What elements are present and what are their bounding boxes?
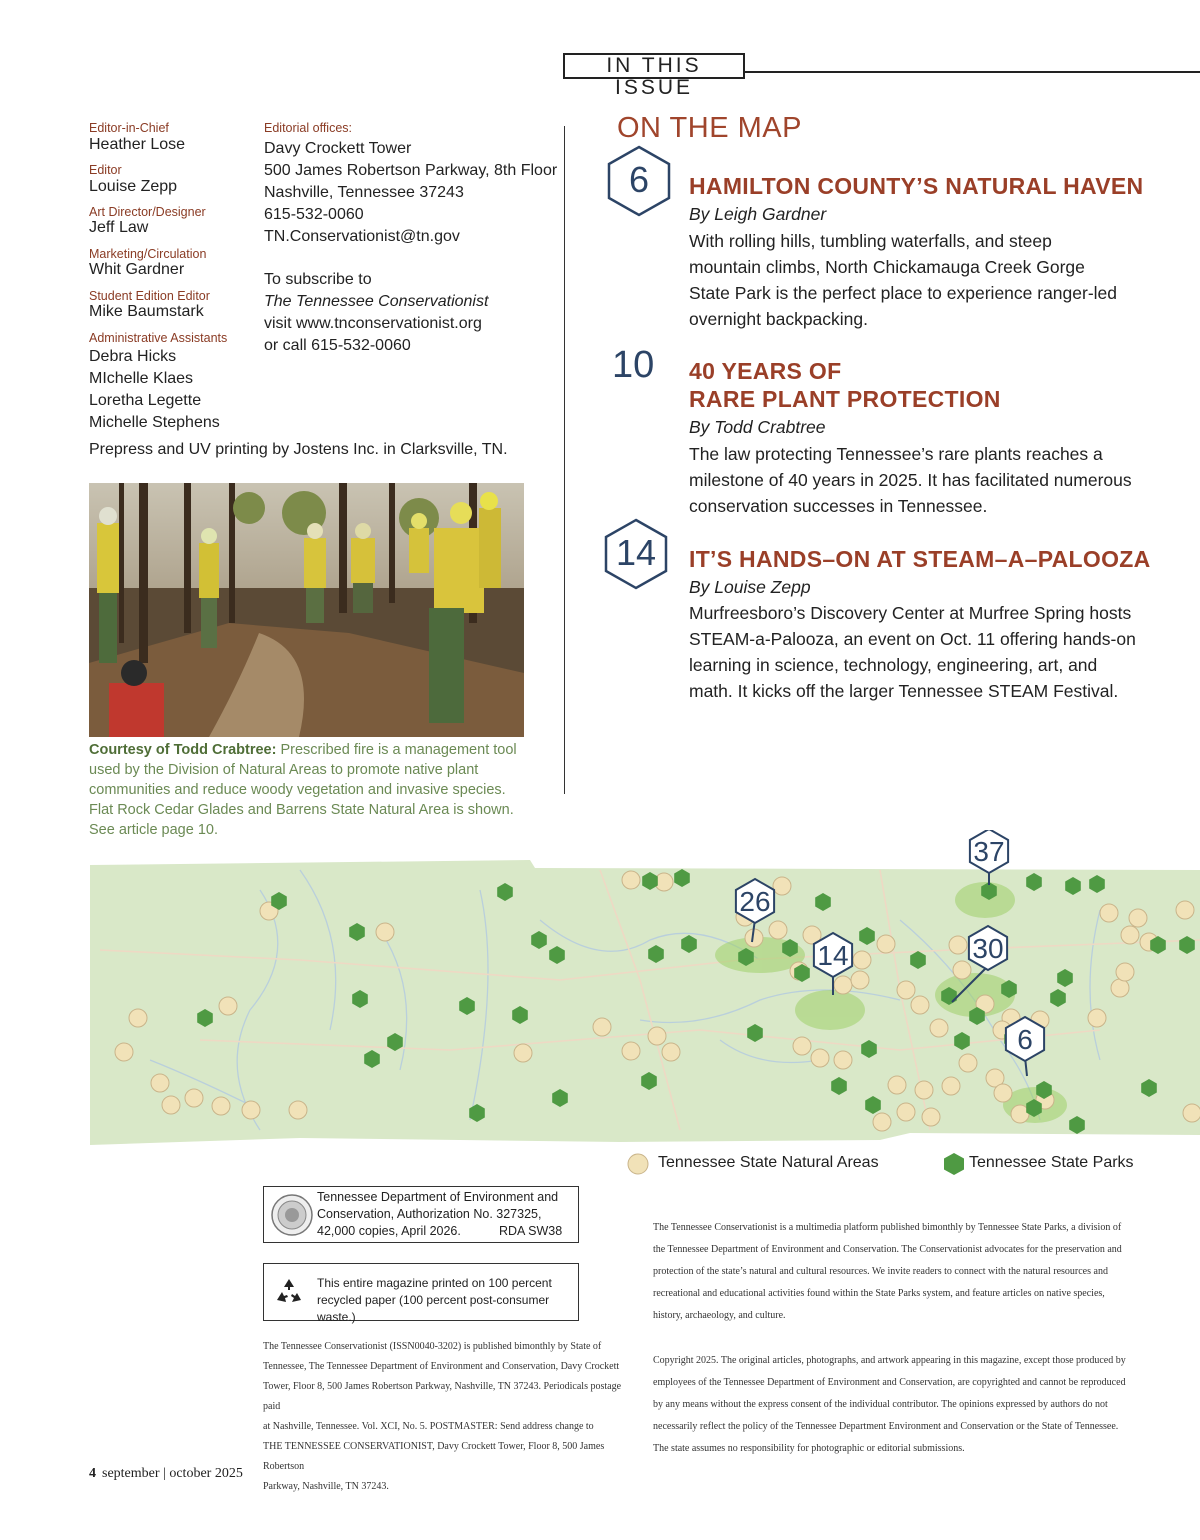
about-line: protection of the state’s natural and cultural resources. We invite readers to connect with the natural resources and xyxy=(653,1266,1108,1277)
natural-area-dot xyxy=(851,971,869,989)
staff-name: MIchelle Klaes xyxy=(89,370,194,387)
photo-credit: Courtesy of Todd Crabtree: xyxy=(89,742,277,758)
folio-page-number: 4 xyxy=(89,1466,96,1481)
natural-area-dot xyxy=(115,1043,133,1061)
natural-area-dot xyxy=(773,877,791,895)
marker-page-number: 30 xyxy=(972,933,1004,964)
natural-area-dot xyxy=(897,1103,915,1121)
natural-area-dot xyxy=(922,1108,940,1126)
staff-name: Louise Zepp xyxy=(89,178,178,195)
natural-area-dot xyxy=(834,976,852,994)
issue-date: september | october 2025 xyxy=(102,1466,243,1481)
natural-area-dot xyxy=(853,951,871,969)
marker-page-number: 14 xyxy=(817,940,849,971)
staff-name: Whit Gardner xyxy=(89,261,185,278)
photo-caption xyxy=(89,740,529,840)
on-the-map-title: ON THE MAP xyxy=(617,112,802,144)
summary-line: math. It kicks off the larger Tennessee STEAM Festival. xyxy=(689,681,1119,701)
natural-area-dot xyxy=(1116,963,1134,981)
natural-area-dot xyxy=(930,1019,948,1037)
statement-line: at Nashville, Tennessee. Vol. XCI, No. 5. POSTMASTER: Send address change to xyxy=(263,1421,594,1432)
natural-area-dot xyxy=(593,1018,611,1036)
header-rule xyxy=(745,71,1200,73)
office-line: 500 James Robertson Parkway, 8th Floor xyxy=(264,162,558,179)
summary-line: Murfreesboro’s Discovery Center at Murfree Spring hosts xyxy=(689,603,1132,623)
page-number: 14 xyxy=(615,532,657,573)
summary-line: learning in science, technology, engineering, art, and xyxy=(689,655,1098,675)
publication-statement xyxy=(263,1337,623,1497)
natural-area-dot xyxy=(151,1074,169,1092)
staff-name: Loretha Legette xyxy=(89,392,202,409)
article-title[interactable]: 40 YEARS OF xyxy=(689,358,842,384)
natural-area-dot xyxy=(793,1037,811,1055)
natural-area-dot xyxy=(289,1101,307,1119)
prepress-note: Prepress and UV printing by Jostens Inc. in Clarksville, TN. xyxy=(89,441,508,458)
summary-line: overnight backpacking. xyxy=(689,309,868,329)
section-label: IN THIS ISSUE xyxy=(563,53,745,79)
subscribe-line: or call 615-532-0060 xyxy=(264,337,411,354)
natural-area-dot xyxy=(622,871,640,889)
tdec-line: Conservation, Authorization No. 327325, xyxy=(317,1207,542,1221)
about-line: history, archaeology, and culture. xyxy=(653,1310,786,1321)
about-statement xyxy=(653,1217,1173,1327)
office-email: TN.Conservationist@tn.gov xyxy=(264,228,460,245)
copyright-line: The state assumes no responsibility for photographic or editorial submissions. xyxy=(653,1443,965,1454)
recycle-icon xyxy=(274,1277,304,1312)
summary-line: State Park is the perfect place to experience ranger-led xyxy=(689,283,1118,303)
marker-page-number: 26 xyxy=(739,886,771,917)
about-line: the Tennessee Department of Environment and Conservation. The Conservationist advocates for the preservation and xyxy=(653,1244,1122,1255)
marker-page-number: 6 xyxy=(1017,1024,1033,1055)
page-number: 6 xyxy=(628,159,650,200)
staff-role: Administrative Assistants xyxy=(89,331,228,345)
natural-area-dot xyxy=(514,1044,532,1062)
natural-area-dot xyxy=(994,1084,1012,1102)
staff-name: Jeff Law xyxy=(89,219,149,236)
natural-area-dot xyxy=(662,1043,680,1061)
natural-area-dot xyxy=(959,1054,977,1072)
office-line: 615-532-0060 xyxy=(264,206,364,223)
copyright-line: employees of the Tennessee Department of Environment and Conservation, are copyrighted and cannot be reproduced xyxy=(653,1377,1126,1388)
natural-area-dot xyxy=(1088,1009,1106,1027)
natural-area-dot xyxy=(1176,901,1194,919)
statement-line: THE TENNESSEE CONSERVATIONIST, Davy Crockett Tower, Floor 8, 500 James Robertson xyxy=(263,1441,605,1472)
staff-role: Art Director/Designer xyxy=(89,205,206,219)
tennessee-seal-icon xyxy=(270,1193,314,1242)
staff-name: Heather Lose xyxy=(89,136,186,153)
recycled-paper-box xyxy=(263,1263,579,1324)
staff-name: Michelle Stephens xyxy=(89,414,220,431)
prescribed-fire-photo xyxy=(89,483,524,737)
tdec-line: 42,000 copies, April 2026. xyxy=(317,1224,461,1238)
natural-area-dot xyxy=(877,935,895,953)
magazine-title: The Tennessee Conservationist xyxy=(264,293,489,310)
natural-area-dot xyxy=(811,1049,829,1067)
natural-area-dot xyxy=(1183,1104,1200,1122)
staff-role: Student Edition Editor xyxy=(89,289,210,303)
natural-area-dot xyxy=(953,961,971,979)
natural-area-dot xyxy=(873,1113,891,1131)
natural-area-dot xyxy=(162,1096,180,1114)
statement-line: Tower, Floor 8, 500 James Robertson Parkway, Nashville, TN 37243. Periodicals postage paid xyxy=(263,1381,622,1412)
article-byline: By Todd Crabtree xyxy=(689,417,826,437)
natural-area-dot xyxy=(1111,979,1129,997)
natural-area-dot xyxy=(242,1101,260,1119)
office-line: Nashville, Tennessee 37243 xyxy=(264,184,464,201)
natural-area-dot xyxy=(219,997,237,1015)
recycled-text xyxy=(317,1275,578,1326)
about-line: The Tennessee Conservationist is a multimedia platform published bimonthly by Tennessee State Parks, a division of xyxy=(653,1222,1122,1233)
staff-name: Mike Baumstark xyxy=(89,303,204,320)
subscribe-line: To subscribe to xyxy=(264,271,372,288)
article-title[interactable]: RARE PLANT PROTECTION xyxy=(689,386,1001,412)
page-number: 10 xyxy=(612,344,655,386)
recycled-line: recycled paper (100 percent post-consumer waste.) xyxy=(317,1293,550,1324)
natural-area-dot xyxy=(897,981,915,999)
recycled-line: This entire magazine printed on 100 percent xyxy=(317,1276,552,1290)
natural-area-dot xyxy=(942,1077,960,1095)
rda-code: RDA SW38 xyxy=(499,1224,563,1238)
natural-areas-legend: Tennessee State Natural Areas xyxy=(658,1154,879,1171)
natural-area-dot xyxy=(1100,904,1118,922)
article-byline: By Louise Zepp xyxy=(689,577,811,597)
copyright-statement xyxy=(653,1350,1173,1460)
statement-line: The Tennessee Conservationist (ISSN0040-3202) is published bimonthly by State of xyxy=(263,1341,602,1352)
subscribe-line: visit www.tnconservationist.org xyxy=(264,315,482,332)
summary-line: milestone of 40 years in 2025. It has facilitated numerous xyxy=(689,470,1132,490)
natural-area-dot xyxy=(376,923,394,941)
summary-line: The law protecting Tennessee’s rare plants reaches a xyxy=(689,444,1103,464)
offices-label: Editorial offices: xyxy=(264,121,353,135)
natural-area-dot xyxy=(888,1076,906,1094)
natural-area-dot xyxy=(1129,909,1147,927)
office-line: Davy Crockett Tower xyxy=(264,140,412,157)
statement-line: Tennessee, The Tennessee Department of Environment and Conservation, Davy Crockett xyxy=(263,1361,620,1372)
state-park-legend-icon xyxy=(943,1152,965,1181)
summary-line: STEAM-a-Palooza, an event on Oct. 11 offering hands-on xyxy=(689,629,1136,649)
article-summary xyxy=(689,228,1169,332)
article-summary xyxy=(689,441,1169,519)
article-title[interactable]: IT’S HANDS–ON AT STEAM–A–PALOOZA xyxy=(689,546,1151,572)
natural-area-dot xyxy=(769,921,787,939)
natural-area-dot xyxy=(648,1027,666,1045)
staff-name: Debra Hicks xyxy=(89,348,177,365)
tdec-line: Tennessee Department of Environment and xyxy=(317,1190,559,1204)
page-number-hex xyxy=(607,145,671,217)
natural-area-dot xyxy=(915,1081,933,1099)
page-number-hex xyxy=(604,518,668,590)
state-parks-legend: Tennessee State Parks xyxy=(969,1154,1134,1171)
copyright-line: Copyright 2025. The original articles, photographs, and artwork appearing in this magazine, except those produced by xyxy=(653,1355,1126,1366)
natural-area-dot xyxy=(185,1089,203,1107)
natural-area-dot xyxy=(212,1097,230,1115)
statement-line: Parkway, Nashville, TN 37243. xyxy=(263,1481,389,1492)
marker-page-number: 37 xyxy=(973,836,1005,867)
about-line: recreational and educational activities found within the State Parks system, and feature articles on native species, xyxy=(653,1288,1105,1299)
natural-area-dot xyxy=(949,936,967,954)
staff-role: Marketing/Circulation xyxy=(89,247,207,261)
summary-line: mountain climbs, North Chickamauga Creek Gorge xyxy=(689,257,1085,277)
natural-area-dot xyxy=(911,996,929,1014)
natural-area-dot xyxy=(129,1009,147,1027)
article-title[interactable]: HAMILTON COUNTY’S NATURAL HAVEN xyxy=(689,173,1144,199)
article-byline: By Leigh Gardner xyxy=(689,204,827,224)
column-divider xyxy=(564,126,565,794)
natural-area-dot xyxy=(834,1051,852,1069)
tdec-authorization-box xyxy=(263,1186,579,1243)
staff-role: Editor xyxy=(89,163,122,177)
summary-line: conservation successes in Tennessee. xyxy=(689,496,988,516)
natural-area-dot xyxy=(1121,926,1139,944)
article-summary xyxy=(689,600,1169,704)
natural-area-legend-icon xyxy=(627,1153,649,1180)
staff-role: Editor-in-Chief xyxy=(89,121,169,135)
caption-text: Prescribed fire is a management tool used by the Division of Natural Areas to promote native plant communities and reduce woody vegetation and invasive species. Flat Rock Cedar Glades and Barrens State Natural Area is shown. See article page 10. xyxy=(89,742,517,838)
tennessee-map xyxy=(0,830,1200,1150)
copyright-line: by any means without the express consent of the individual contributor. The opinions expressed by authors do not xyxy=(653,1399,1108,1410)
page-footer xyxy=(89,1466,243,1482)
summary-line: With rolling hills, tumbling waterfalls, and steep xyxy=(689,231,1052,251)
copyright-line: necessarily reflect the policy of the Tennessee Department Environment and Conservation or the State of Tennessee. xyxy=(653,1421,1119,1432)
natural-area-dot xyxy=(622,1042,640,1060)
